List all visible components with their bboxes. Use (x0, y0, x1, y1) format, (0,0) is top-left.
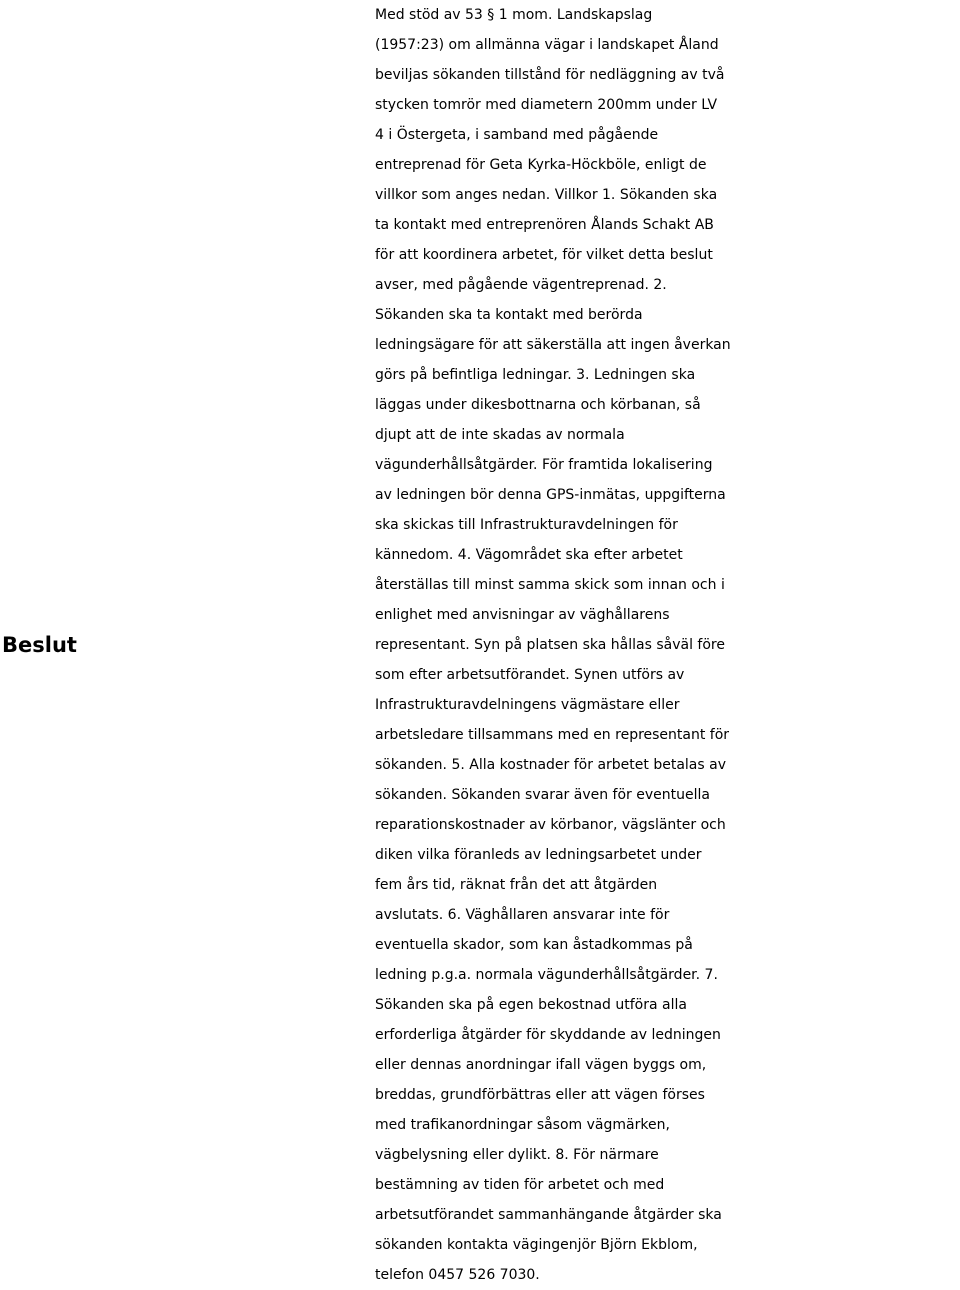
decision-text-line: 4 i Östergeta, i samband med pågående (375, 127, 659, 143)
decision-text-line: villkor som anges nedan. Villkor 1. Sökanden ska (375, 187, 718, 203)
decision-text-line: återställas till minst samma skick som innan och i (375, 577, 725, 593)
decision-text-line: ta kontakt med entreprenören Ålands Schakt AB (375, 217, 714, 233)
decision-text-line: vägbelysning eller dylikt. 8. För närmare (375, 1147, 659, 1163)
decision-text-line: (1957:23) om allmänna vägar i landskapet Åland (375, 37, 719, 53)
decision-text-line: sökanden kontakta vägingenjör Björn Ekblom, (375, 1237, 698, 1253)
decision-text-line: representant. Syn på platsen ska hållas såväl före (375, 637, 725, 653)
label-column (2, 0, 122, 1287)
decision-text-line: Sökanden ska på egen bekostnad utföra alla (375, 997, 687, 1013)
decision-text-line: av ledningen bör denna GPS-inmätas, uppgifterna (375, 487, 726, 503)
decision-text-line: vägunderhållsåtgärder. För framtida lokalisering (375, 457, 713, 473)
decision-text-line: med trafikanordningar såsom vägmärken, (375, 1117, 670, 1133)
decision-text-line: sökanden. Sökanden svarar även för eventuella (375, 787, 710, 803)
decision-text-line: beviljas sökanden tillstånd för nedläggning av två (375, 67, 725, 83)
decision-text-line: arbetsledare tillsammans med en representant för (375, 727, 730, 743)
decision-text-line: Infrastrukturavdelningens vägmästare eller (375, 697, 680, 713)
decision-text-line: reparationskostnader av körbanor, vägslänter och (375, 817, 726, 833)
section-label-beslut: Beslut (2, 632, 77, 657)
decision-text-line: erforderliga åtgärder för skyddande av ledningen (375, 1027, 721, 1043)
decision-text-line: djupt att de inte skadas av normala (375, 427, 625, 443)
decision-text-line: görs på befintliga ledningar. 3. Ledningen ska (375, 367, 696, 383)
decision-text-line: för att koordinera arbetet, för vilket detta beslut (375, 247, 713, 263)
decision-text-line: Sökanden ska ta kontakt med berörda (375, 307, 643, 323)
decision-text (375, 0, 959, 1290)
decision-text-line: sökanden. 5. Alla kostnader för arbetet betalas av (375, 757, 726, 773)
decision-text-line: bestämning av tiden för arbetet och med (375, 1177, 665, 1193)
decision-text-line: stycken tomrör med diametern 200mm under LV (375, 97, 718, 113)
decision-text-line: telefon 0457 526 7030. (375, 1267, 540, 1283)
decision-text-line: ledningsägare för att säkerställa att ingen åverkan (375, 337, 731, 353)
decision-text-line: fem års tid, räknat från det att åtgärden (375, 877, 658, 893)
decision-text-line: som efter arbetsutförandet. Synen utförs av (375, 667, 685, 683)
decision-text-line: kännedom. 4. Vägområdet ska efter arbetet (375, 547, 683, 563)
decision-text-line: eventuella skador, som kan åstadkommas på (375, 937, 693, 953)
decision-text-line: ledning p.g.a. normala vägunderhållsåtgärder. 7. (375, 967, 718, 983)
decision-text-line: eller dennas anordningar ifall vägen byggs om, (375, 1057, 707, 1073)
decision-text-line: entreprenad för Geta Kyrka-Höckböle, enligt de (375, 157, 707, 173)
decision-text-line: breddas, grundförbättras eller att vägen förses (375, 1087, 705, 1103)
decision-text-line: avser, med pågående vägentreprenad. 2. (375, 277, 667, 293)
decision-text-line: diken vilka föranleds av ledningsarbetet under (375, 847, 702, 863)
decision-text-line: avslutats. 6. Väghållaren ansvarar inte för (375, 907, 670, 923)
decision-text-line: läggas under dikesbottnarna och körbanan, så (375, 397, 701, 413)
decision-text-line: Med stöd av 53 § 1 mom. Landskapslag (375, 7, 653, 23)
decision-text-line: arbetsutförandet sammanhängande åtgärder ska (375, 1207, 722, 1223)
decision-text-line: ska skickas till Infrastrukturavdelningen för (375, 517, 678, 533)
decision-text-line: enlighet med anvisningar av väghållarens (375, 607, 670, 623)
